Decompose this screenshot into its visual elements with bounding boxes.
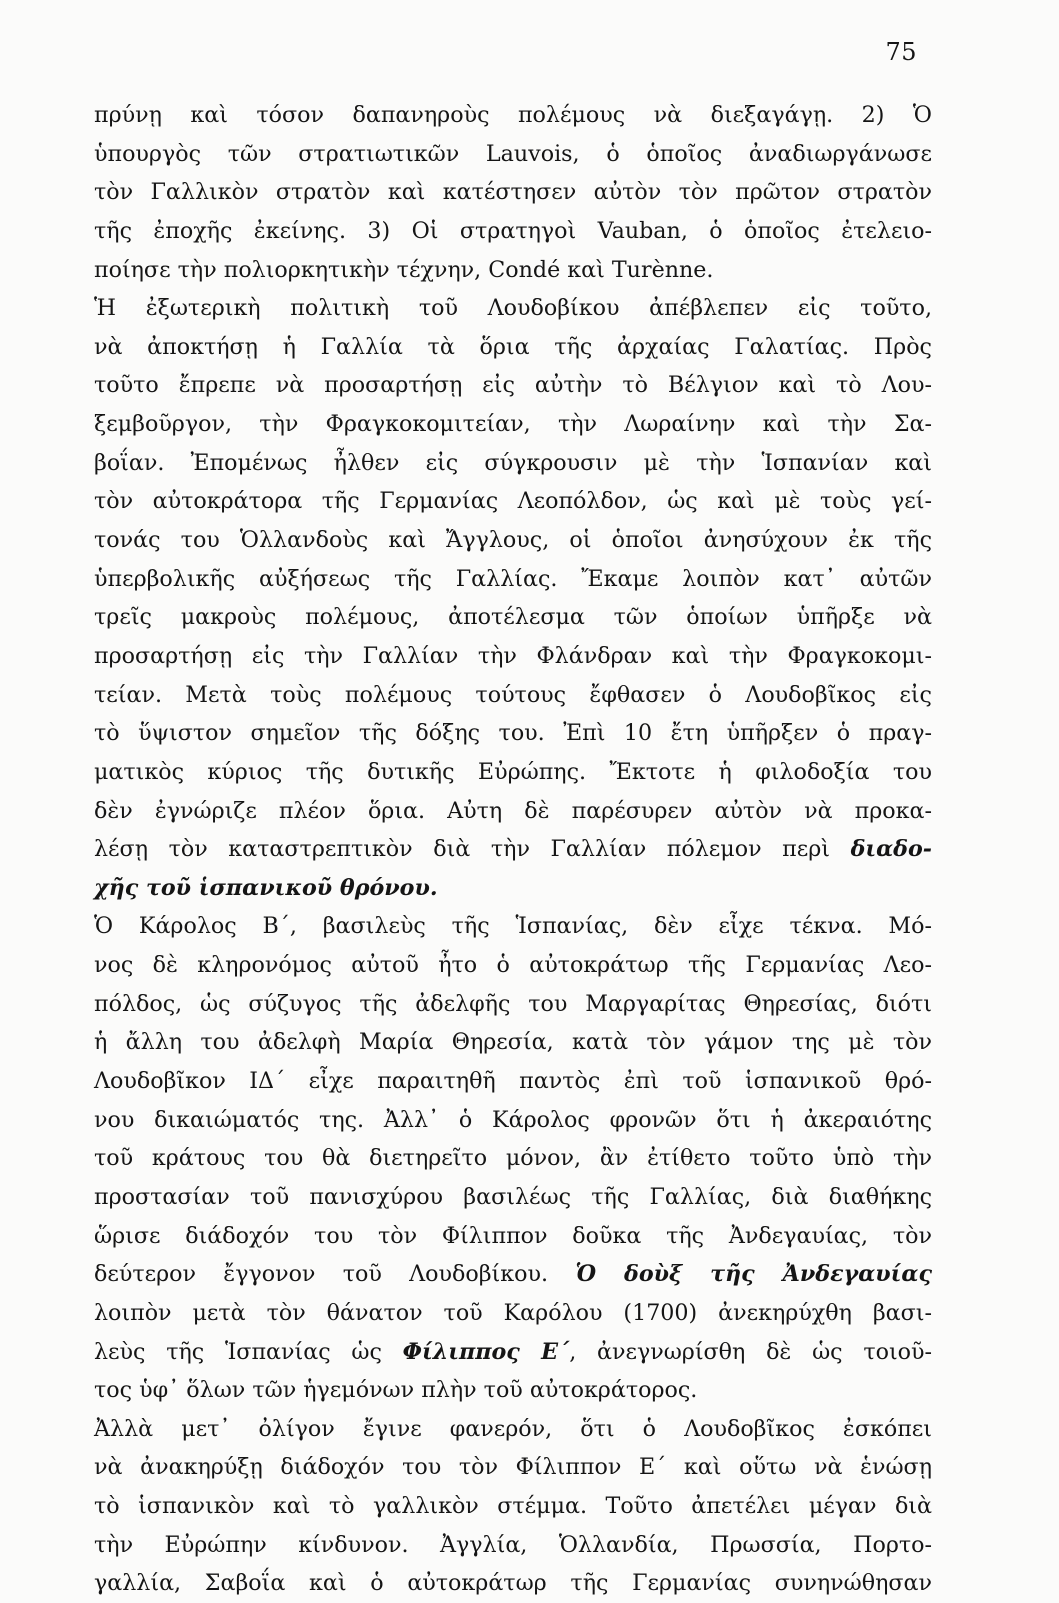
- line-text: νου δικαιώματός της. Ἀλλ᾽ ὁ Κάρολος φρονῶν ὅτι ἡ ἀκεραιότης: [94, 1106, 932, 1133]
- line-text: τρεῖς μακροὺς πολέμους, ἀποτέλεσμα τῶν ὁποίων ὑπῆρξε νὰ: [94, 604, 932, 631]
- line-text: ὥρισε διάδοχόν του τὸν Φίλιππον δοῦκα τῆς Ἀνδεγαυίας, τὸν: [94, 1222, 932, 1249]
- line-text: Ἀλλὰ μετ᾽ ὀλίγον ἔγινε φανερόν, ὅτι ὁ Λουδοβῖκος ἐσκόπει: [94, 1415, 932, 1442]
- text-line: [94, 1526, 932, 1565]
- line-text: νος δὲ κληρονόμος αὐτοῦ ἦτο ὁ αὐτοκράτωρ τῆς Γερμανίας Λεο-: [94, 952, 932, 979]
- text-line: [94, 1371, 932, 1410]
- line-text: γαλλία, Σαβοΐα καὶ ὁ αὐτοκράτωρ τῆς Γερμανίας συνηνώθησαν: [94, 1570, 932, 1597]
- text-line: [94, 521, 932, 560]
- line-text: τοῦτο ἔπρεπε νὰ προσαρτήσῃ εἰς αὐτὴν τὸ Βέλγιον καὶ τὸ Λου-: [94, 372, 932, 399]
- line-text: τονάς του Ὁλλανδοὺς καὶ Ἄγγλους, οἱ ὁποῖοι ἀνησύχουν ἐκ τῆς: [94, 527, 932, 554]
- text-line: [94, 598, 932, 637]
- text-line: [94, 328, 932, 367]
- line-text: τὸν Γαλλικὸν στρατὸν καὶ κατέστησεν αὐτὸν τὸν πρῶτον στρατὸν: [94, 179, 932, 206]
- text-line: [94, 289, 932, 328]
- line-text: ὑπουργὸς τῶν στρατιωτικῶν Lauvois, ὁ ὁποῖος ἀναδιωργάνωσε: [94, 140, 932, 167]
- emphasis-text: χῆς τοῦ ἱσπανικοῦ θρόνου.: [94, 874, 438, 901]
- line-text: τος ὑφ᾽ ὅλων τῶν ἡγεμόνων πλὴν τοῦ αὐτοκράτορος.: [94, 1377, 698, 1404]
- line-text: νὰ ἀποκτήσῃ ἡ Γαλλία τὰ ὅρια τῆς ἀρχαίας Γαλατίας. Πρὸς: [94, 333, 932, 360]
- line-text: ξεμβοῦργον, τὴν Φραγκοκομιτείαν, τὴν Λωραίνην καὶ τὴν Σα-: [94, 411, 932, 438]
- text-line: [94, 1101, 932, 1140]
- text-line: [94, 792, 932, 831]
- line-text: βοΐαν. Ἐπομένως ἦλθεν εἰς σύγκρουσιν μὲ τὴν Ἱσπανίαν καὶ: [94, 449, 932, 476]
- line-text: νὰ ἀνακηρύξῃ διάδοχόν του τὸν Φίλιππον Ε΄ καὶ οὕτω νὰ ἑνώσῃ: [94, 1454, 932, 1481]
- line-text: Ἡ ἐξωτερικὴ πολιτικὴ τοῦ Λουδοβίκου ἀπέβλεπεν εἰς τοῦτο,: [94, 295, 932, 322]
- text-line: [94, 135, 932, 174]
- text-line: [94, 907, 932, 946]
- body-text: [94, 96, 932, 1603]
- text-line: [94, 251, 932, 290]
- text-line: [94, 405, 932, 444]
- line-text: λέσῃ τὸν καταστρεπτικὸν διὰ τὴν Γαλλίαν πόλεμον περὶ: [94, 836, 851, 863]
- line-text: πόλδος, ὡς σύζυγος τῆς ἀδελφῆς του Μαργαρίτας Θηρεσίας, διότι: [94, 990, 932, 1017]
- line-text: τὸν αὐτοκράτορα τῆς Γερμανίας Λεοπόλδον, ὡς καὶ μὲ τοὺς γεί-: [94, 488, 932, 515]
- text-line: [94, 173, 932, 212]
- page-number: 75: [885, 38, 917, 66]
- text-line: [94, 946, 932, 985]
- line-text: τὴν Εὐρώπην κίνδυνον. Ἀγγλία, Ὁλλανδία, Πρωσσία, Πορτο-: [94, 1531, 932, 1558]
- text-line: [94, 1487, 932, 1526]
- text-line: [94, 366, 932, 405]
- emphasis-text: Ὁ δοὺξ τῆς Ἀνδεγαυίας: [575, 1261, 932, 1288]
- line-text: τῆς ἐποχῆς ἐκείνης. 3) Οἱ στρατηγοὶ Vauban, ὁ ὁποῖος ἐτελειο-: [94, 217, 932, 244]
- text-line: [94, 482, 932, 521]
- text-line: [94, 753, 932, 792]
- line-text: ματικὸς κύριος τῆς δυτικῆς Εὐρώπης. Ἔκτοτε ἡ φιλοδοξία του: [94, 758, 932, 785]
- text-line: [94, 1255, 932, 1294]
- line-text: τείαν. Μετὰ τοὺς πολέμους τούτους ἔφθασεν ὁ Λουδοβῖκος εἰς: [94, 681, 932, 708]
- text-line: [94, 1294, 932, 1333]
- line-text: τὸ ἱσπανικὸν καὶ τὸ γαλλικὸν στέμμα. Τοῦτο ἀπετέλει μέγαν διὰ: [94, 1493, 932, 1520]
- line-text: δεύτερον ἔγγονον τοῦ Λουδοβίκου.: [94, 1261, 576, 1288]
- emphasis-text: διαδο-: [850, 836, 932, 863]
- line-text: λεὺς τῆς Ἱσπανίας ὡς: [94, 1338, 403, 1365]
- text-line: [94, 869, 932, 908]
- line-text: δὲν ἐγνώριζε πλέον ὅρια. Αὐτη δὲ παρέσυρεν αὐτὸν νὰ προκα-: [94, 797, 932, 824]
- text-line: [94, 1410, 932, 1449]
- text-line: [94, 444, 932, 483]
- line-text: προσαρτήσῃ εἰς τὴν Γαλλίαν τὴν Φλάνδραν καὶ τὴν Φραγκοκομι-: [94, 642, 932, 669]
- text-line: [94, 714, 932, 753]
- line-text: ἡ ἄλλη του ἀδελφὴ Μαρία Θηρεσία, κατὰ τὸν γάμον της μὲ τὸν: [94, 1029, 932, 1056]
- line-text: τοῦ κράτους του θὰ διετηρεῖτο μόνον, ἂν ἐτίθετο τοῦτο ὑπὸ τὴν: [94, 1145, 932, 1172]
- line-text: τὸ ὕψιστον σημεῖον τῆς δόξης του. Ἐπὶ 10 ἔτη ὑπῆρξεν ὁ πραγ-: [94, 720, 932, 747]
- text-line: [94, 1333, 932, 1372]
- line-text: λοιπὸν μετὰ τὸν θάνατον τοῦ Καρόλου (1700) ἀνεκηρύχθη βασι-: [94, 1299, 932, 1326]
- line-text: Ὁ Κάρολος Β΄, βασιλεὺς τῆς Ἱσπανίας, δὲν εἶχε τέκνα. Μό-: [94, 913, 932, 940]
- text-line: [94, 985, 932, 1024]
- line-text: Λουδοβῖκον ΙΔ΄ εἶχε παραιτηθῆ παντὸς ἐπὶ τοῦ ἱσπανικοῦ θρό-: [94, 1068, 932, 1095]
- text-line: [94, 1217, 932, 1256]
- text-line: [94, 560, 932, 599]
- text-line: [94, 1178, 932, 1217]
- text-line: [94, 1564, 932, 1603]
- line-text: προστασίαν τοῦ πανισχύρου βασιλέως τῆς Γαλλίας, διὰ διαθήκης: [94, 1183, 932, 1210]
- text-line: [94, 676, 932, 715]
- emphasis-text: Φίλιππος Ε΄: [402, 1338, 570, 1365]
- text-line: [94, 1023, 932, 1062]
- text-line: [94, 1448, 932, 1487]
- text-line: [94, 1139, 932, 1178]
- text-line: [94, 830, 932, 869]
- text-line: [94, 1062, 932, 1101]
- text-line: [94, 96, 932, 135]
- line-text: , ἀνεγνωρίσθη δὲ ὡς τοιοῦ-: [569, 1338, 932, 1365]
- line-text: πρύνῃ καὶ τόσον δαπανηροὺς πολέμους νὰ διεξαγάγῃ. 2) Ὁ: [94, 102, 932, 128]
- text-line: [94, 212, 932, 251]
- line-text: ποίησε τὴν πολιορκητικὴν τέχνην, Condé καὶ Turènne.: [94, 256, 714, 283]
- line-text: ὑπερβολικῆς αὐξήσεως τῆς Γαλλίας. Ἔκαμε λοιπὸν κατ᾽ αὐτῶν: [94, 565, 932, 592]
- text-line: [94, 637, 932, 676]
